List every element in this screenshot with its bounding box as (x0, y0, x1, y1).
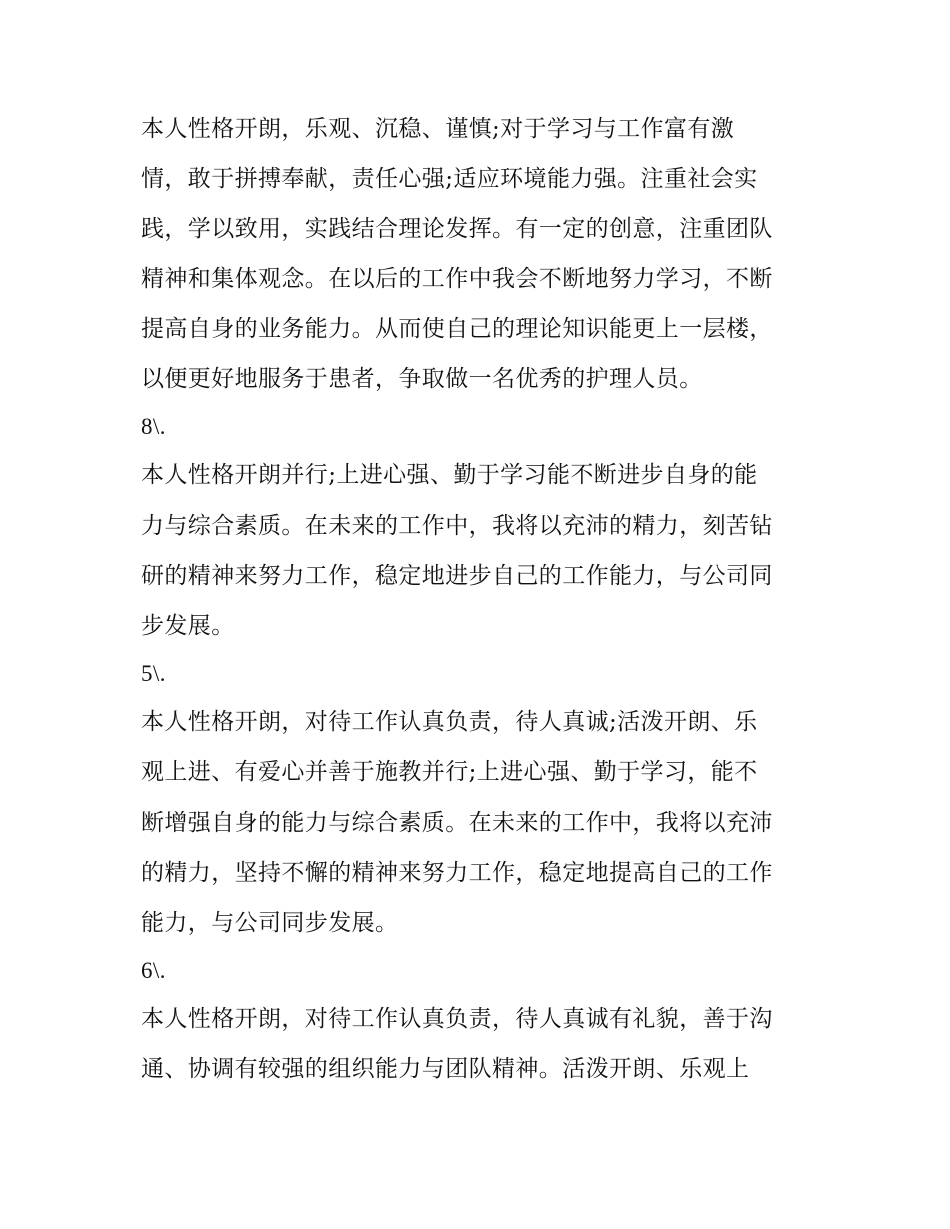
text-line: 本人性格开朗，乐观、沉稳、谨慎;对于学习与工作富有激 (141, 116, 735, 142)
text-line: 精神和集体观念。在以后的工作中我会不断地努力学习，不断 (141, 266, 773, 292)
text-line: 本人性格开朗并行;上进心强、勤于学习能不断进步自身的能 (141, 462, 758, 488)
section-number: 6\. (141, 958, 166, 983)
text-line: 研的精神来努力工作，稳定地进步自己的工作能力，与公司同 (141, 563, 773, 589)
text-line: 步发展。 (141, 613, 235, 639)
text-line: 力与综合素质。在未来的工作中，我将以充沛的精力，刻苦钻 (141, 513, 773, 539)
text-line: 以便更好地服务于患者，争取做一名优秀的护理人员。 (141, 366, 703, 392)
text-line: 观上进、有爱心并善于施教并行;上进心强、勤于学习，能不 (141, 759, 758, 785)
text-line: 本人性格开朗，对待工作认真负责，待人真诚有礼貌，善于沟 (141, 1006, 773, 1032)
section-number: 5\. (141, 661, 166, 686)
text-line: 践，学以致用，实践结合理论发挥。有一定的创意，注重团队 (141, 216, 773, 242)
text-line: 能力，与公司同步发展。 (141, 910, 399, 936)
text-line: 的精力，坚持不懈的精神来努力工作，稳定地提高自己的工作 (141, 860, 773, 886)
text-line: 情，敢于拼搏奉献，责任心强;适应环境能力强。注重社会实 (141, 166, 758, 192)
text-line: 断增强自身的能力与综合素质。在未来的工作中，我将以充沛 (141, 810, 773, 836)
text-line: 提高自身的业务能力。从而使自己的理论知识能更上一层楼， (141, 316, 773, 342)
text-line: 通、协调有较强的组织能力与团队精神。活泼开朗、乐观上 (141, 1056, 750, 1082)
text-line: 本人性格开朗，对待工作认真负责，待人真诚;活泼开朗、乐 (141, 709, 758, 735)
section-number: 8\. (141, 414, 166, 439)
